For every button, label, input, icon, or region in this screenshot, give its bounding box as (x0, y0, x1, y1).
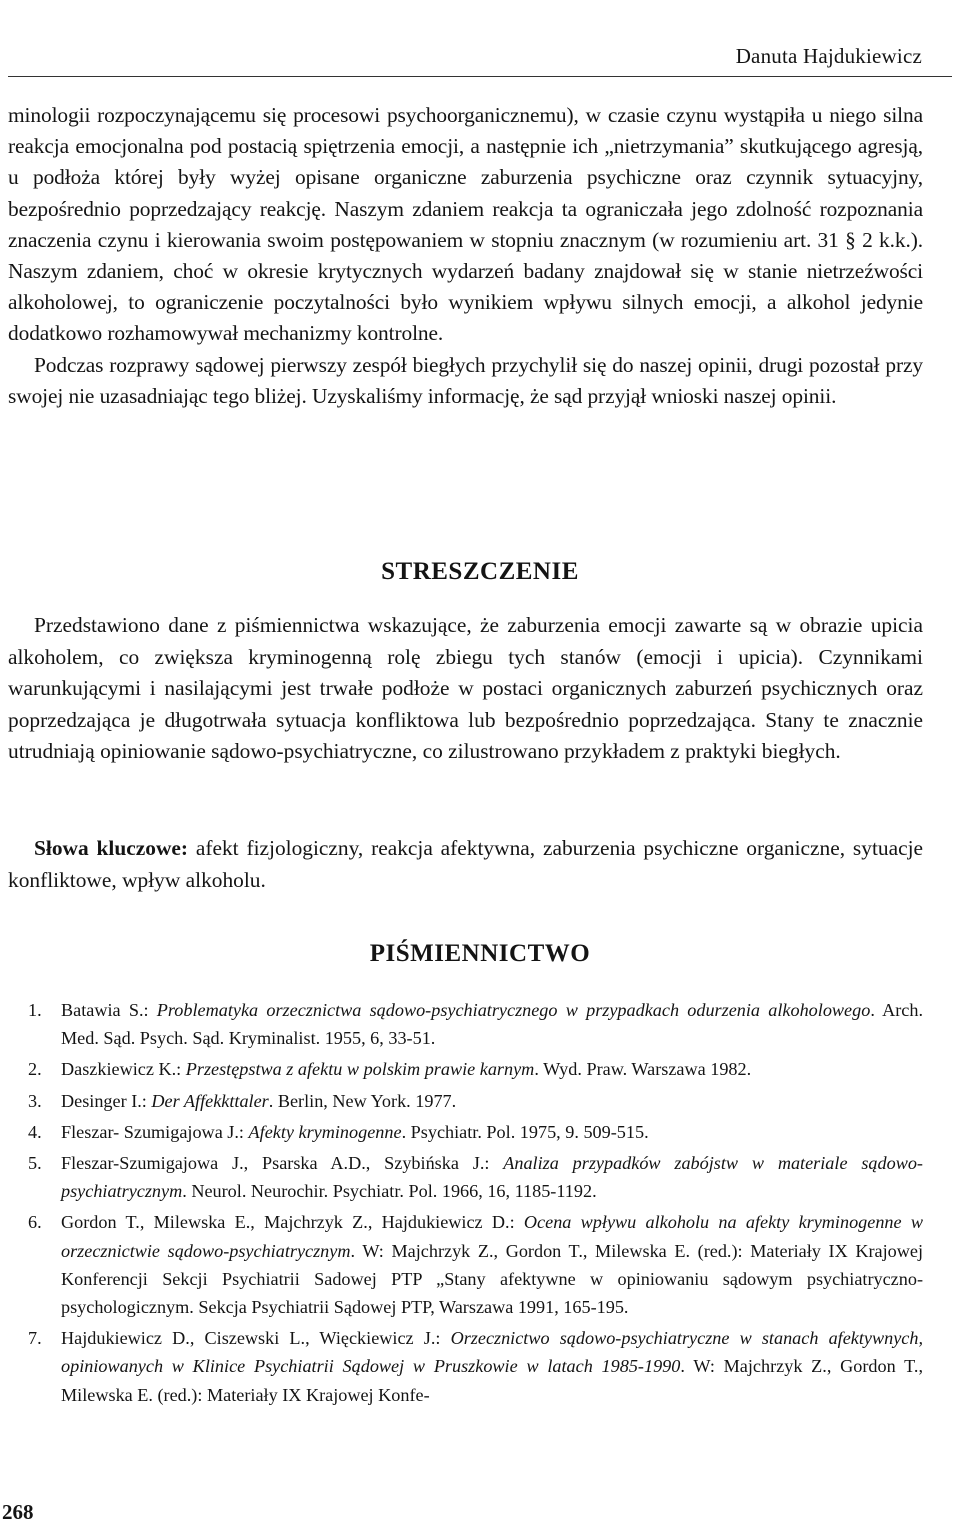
header-divider (8, 76, 952, 77)
keywords-text: afekt fizjologiczny, reakcja afektywna, zaburzenia psychiczne organiczne, sytuacje konfliktowe, wpływ alkoholu. (8, 836, 924, 892)
reference-source: . Neurol. Neurochir. Psychiatr. Pol. 1966, 16, 1185-1192. (182, 1181, 597, 1202)
running-header-author: Danuta Hajdukiewicz (735, 44, 922, 68)
reference-title: Orzecznictwo sądowo-psychiatryczne w stanach afektywnych, opiniowanych w Klinice Psychiatrii Sądowej w Pruszkowie w latach 1985-1990 (61, 1328, 923, 1377)
reference-number: 6. (28, 1212, 42, 1233)
reference-authors: Fleszar-Szumigajowa J., Psarska A.D., Szybińska J.: (61, 1153, 504, 1174)
reference-source: . Psychiatr. Pol. 1975, 9. 509-515. (401, 1121, 649, 1142)
reference-authors: Fleszar- Szumigajowa J.: (61, 1121, 249, 1142)
reference-title: Problematyka orzecznictwa sądowo-psychiatrycznego w przypadkach odurzenia alkoholowego (156, 1000, 871, 1020)
reference-item (8, 1324, 923, 1409)
reference-title: Przestępstwa z afektu w polskim prawie karnym (185, 1059, 535, 1080)
reference-number: 1. (28, 1000, 42, 1020)
reference-authors: Hajdukiewicz D., Ciszewski L., Więckiewicz J.: (61, 1328, 451, 1349)
reference-number: 3. (28, 1090, 42, 1111)
page-number: 268 (2, 1500, 34, 1524)
reference-item (8, 1055, 923, 1083)
reference-authors: Gordon T., Milewska E., Majchrzyk Z., Hajdukiewicz D.: (61, 1212, 524, 1233)
reference-title: Der Affekkttaler (151, 1090, 269, 1111)
references-list (8, 996, 923, 1412)
reference-source: . Wyd. Praw. Warszawa 1982. (534, 1059, 752, 1080)
reference-source: . Arch. Med. Sąd. Psych. Sąd. Kryminalist. 1955, 6, 33-51. (61, 1000, 923, 1049)
reference-number: 2. (28, 1059, 42, 1080)
reference-item (8, 1118, 923, 1146)
reference-title: Afekty kryminogenne (248, 1121, 402, 1142)
reference-title: Analiza przypadków zabójstw w materiale sądowo-psychiatrycznym (61, 1153, 923, 1202)
reference-authors: Batawia S.: (61, 1000, 157, 1020)
reference-source: . Berlin, New York. 1977. (268, 1090, 457, 1111)
summary-text: Przedstawiono dane z piśmiennictwa wskazujące, że zaburzenia emocji zawarte są w obrazie upicia alkoholem, co zwiększa kryminogenną rolę zbiegu tych stanów (emocji i upicia). Czynnikami warunkującymi i nasilającymi jest trwałe podłoże w postaci organicznych zaburzeń psychicznych oraz poprzedzająca je długotrwała sytuacja konfliktowa lub bezpośrednio poprzedzająca. Stany te znacznie utrudniają opiniowanie sądowo-psychiatryczne, co zilustrowano przykładem z praktyki biegłych. (8, 613, 923, 764)
reference-title: Ocena wpływu alkoholu na afekty kryminogenne w orzecznictwie sądowo-psychiatrycznym (61, 1212, 923, 1261)
reference-item (8, 1149, 923, 1205)
keywords-label: Słowa kluczowe: (34, 836, 189, 860)
reference-authors: Daszkiewicz K.: (61, 1059, 186, 1080)
reference-source: . W: Majchrzyk Z., Gordon T., Milewska E. (red.): Materiały IX Krajowej Konferencji Sekcji Psychiatrii Sadowej PTP „Stany afektywne w opiniowaniu sądowym psychiatryczno-psychologicznym. Sekcja Psychiatrii Sądowej PTP, Warszawa 1991, 165-195. (61, 1240, 924, 1318)
body-paragraph-1: minologii rozpoczynającemu się procesowi psychoorganicznemu), w czasie czynu wystąpiła u niego silna reakcja emocjonalna pod postacią spiętrzenia emocji, a następnie ich „nietrzymania” skutkującego agresją, u podłoża której były wyżej opisane organiczne zaburzenia psychiczne oraz czynnik sytuacyjny, bezpośrednio poprzedzający reakcję. Naszym zdaniem reakcja ta ograniczała jego zdolność rozpoznania znaczenia czynu i kierowania swoim postępowaniem w stopniu znacznym (w rozumieniu art. 31 § 2 k.k.). Naszym zdaniem, choć w okresie krytycznych wydarzeń badany znajdował się w stanie nietrzeźwości alkoholowej, to ograniczenie poczytalności było wynikiem wpływu silnych emocji, a alkohol jedynie dodatkowo rozhamowywał mechanizmy kontrolne. (8, 103, 923, 346)
reference-authors: Desinger I.: (61, 1090, 152, 1111)
reference-number: 5. (28, 1153, 42, 1174)
reference-source: . W: Majchrzyk Z., Gordon T., Milewska E. (red.): Materiały IX Krajowej Konfe- (61, 1356, 923, 1405)
references-heading: PIŚMIENNICTWO (369, 940, 591, 967)
reference-item (8, 1208, 923, 1321)
reference-number: 4. (28, 1121, 42, 1142)
reference-number: 7. (28, 1328, 42, 1349)
main-text (8, 100, 923, 412)
reference-item (8, 996, 923, 1052)
body-paragraph-2: Podczas rozprawy sądowej pierwszy zespół biegłych przychylił się do naszej opinii, drugi pozostał przy swojej nie uzasadniając tego bliżej. Uzyskaliśmy informację, że sąd przyjął wnioski naszej opinii. (8, 352, 923, 408)
keywords-paragraph (8, 832, 923, 896)
summary-heading: STRESZCZENIE (381, 558, 579, 585)
reference-item (8, 1087, 923, 1115)
